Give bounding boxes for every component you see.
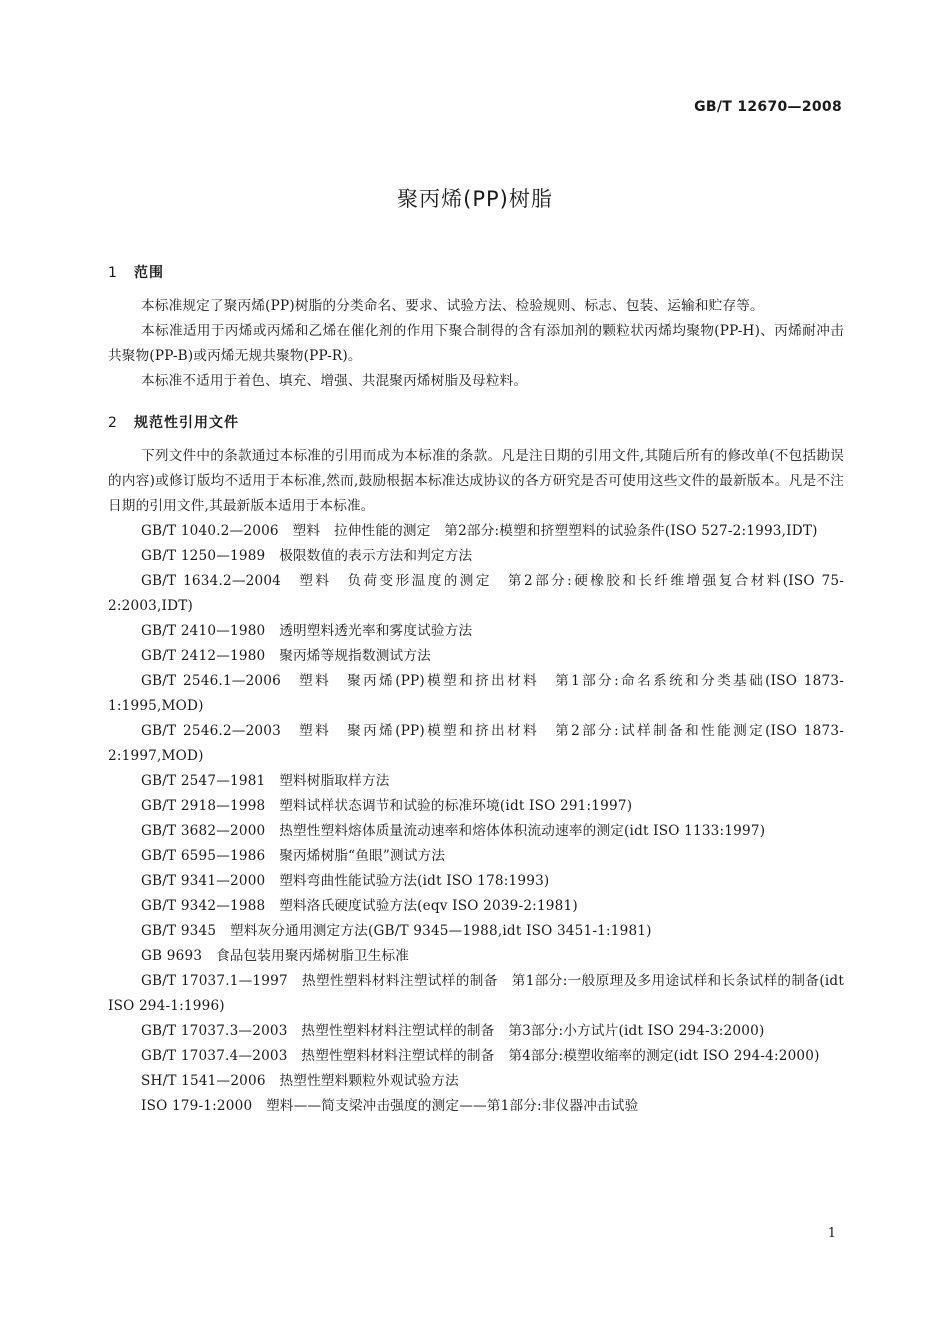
- scope-paragraph-3: 本标准不适用于着色、填充、增强、共混聚丙烯树脂及母粒料。: [141, 373, 528, 389]
- reference-item: GB/T 2918—1998 塑料试样状态调节和试验的标准环境(idt ISO 291:1997): [141, 798, 633, 814]
- reference-item: GB/T 2412—1980 聚丙烯等规指数测试方法: [141, 648, 431, 664]
- reference-item: GB/T 6595—1986 聚丙烯树脂“鱼眼”测试方法: [141, 848, 446, 864]
- reference-item: GB/T 17037.4—2003 热塑性塑料材料注塑试样的制备 第4部分:模塑收缩率的测定(idt ISO 294-4:2000): [141, 1048, 820, 1064]
- section-2-heading: [108, 412, 239, 432]
- reference-item: GB/T 3682—2000 热塑性塑料熔体质量流动速率和熔体体积流动速率的测定(idt ISO 1133:1997): [141, 823, 766, 839]
- reference-item: GB/T 9345 塑料灰分通用测定方法(GB/T 9345—1988,idt ISO 3451-1:1981): [141, 923, 652, 939]
- reference-item: GB/T 1634.2—2004 塑料 负荷变形温度的测定 第2部分:硬橡胶和长纤维增强复合材料(ISO 75-2:2003,IDT): [108, 573, 844, 614]
- references-intro: 下列文件中的条款通过本标准的引用而成为本标准的条款。凡是注日期的引用文件,其随后所有的修改单(不包括勘误的内容)或修订版均不适用于本标准,然而,鼓励根据本标准达成协议的各方研究是否可使用这些文件的最新版本。凡是不注日期的引用文件,其最新版本适用于本标准。: [108, 448, 844, 514]
- section-2-body: [108, 444, 844, 1119]
- reference-item: GB/T 1250—1989 极限数值的表示方法和判定方法: [141, 548, 473, 564]
- reference-item: GB/T 1040.2—2006 塑料 拉伸性能的测定 第2部分:模塑和挤塑塑料的试验条件(ISO 527-2:1993,IDT): [141, 523, 818, 539]
- standard-number: GB/T 12670—2008: [694, 99, 842, 115]
- section-1-body: [108, 294, 844, 394]
- section-1-number: 1: [108, 265, 118, 281]
- page-number: 1: [827, 1226, 836, 1241]
- section-1-heading: [108, 262, 164, 282]
- scope-paragraph-1: 本标准规定了聚丙烯(PP)树脂的分类命名、要求、试验方法、检验规则、标志、包装、运输和贮存等。: [141, 298, 764, 314]
- reference-item: GB/T 2410—1980 透明塑料透光率和雾度试验方法: [141, 623, 473, 639]
- section-1-title: 范围: [134, 265, 164, 281]
- scope-paragraph-2: 本标准适用于丙烯或丙烯和乙烯在催化剂的作用下聚合制得的含有添加剂的颗粒状丙烯均聚物(PP-H)、丙烯耐冲击共聚物(PP-B)或丙烯无规共聚物(PP-R)。: [108, 323, 844, 364]
- section-2-number: 2: [108, 415, 118, 431]
- reference-item: ISO 179-1:2000 塑料——简支梁冲击强度的测定——第1部分:非仪器冲击试验: [141, 1098, 639, 1114]
- reference-item: GB/T 17037.1—1997 热塑性塑料材料注塑试样的制备 第1部分:一般原理及多用途试样和长条试样的制备(idt ISO 294-1:1996): [108, 973, 844, 1014]
- reference-item: GB/T 2546.2—2003 塑料 聚丙烯(PP)模塑和挤出材料 第2部分:试样制备和性能测定(ISO 1873-2:1997,MOD): [108, 723, 844, 764]
- reference-item: GB/T 2546.1—2006 塑料 聚丙烯(PP)模塑和挤出材料 第1部分:命名系统和分类基础(ISO 1873-1:1995,MOD): [108, 673, 844, 714]
- reference-item: GB/T 9342—1988 塑料洛氏硬度试验方法(eqv ISO 2039-2:1981): [141, 898, 578, 914]
- document-title: 聚丙烯(PP)树脂: [397, 187, 553, 211]
- reference-item: GB/T 17037.3—2003 热塑性塑料材料注塑试样的制备 第3部分:小方试片(idt ISO 294-3:2000): [141, 1023, 765, 1039]
- reference-item: GB/T 2547—1981 塑料树脂取样方法: [141, 773, 390, 789]
- reference-item: GB 9693 食品包装用聚丙烯树脂卫生标准: [141, 948, 410, 964]
- section-2-title: 规范性引用文件: [134, 415, 239, 431]
- reference-item: GB/T 9341—2000 塑料弯曲性能试验方法(idt ISO 178:1993): [141, 873, 550, 889]
- reference-item: SH/T 1541—2006 热塑性塑料颗粒外观试验方法: [141, 1073, 459, 1089]
